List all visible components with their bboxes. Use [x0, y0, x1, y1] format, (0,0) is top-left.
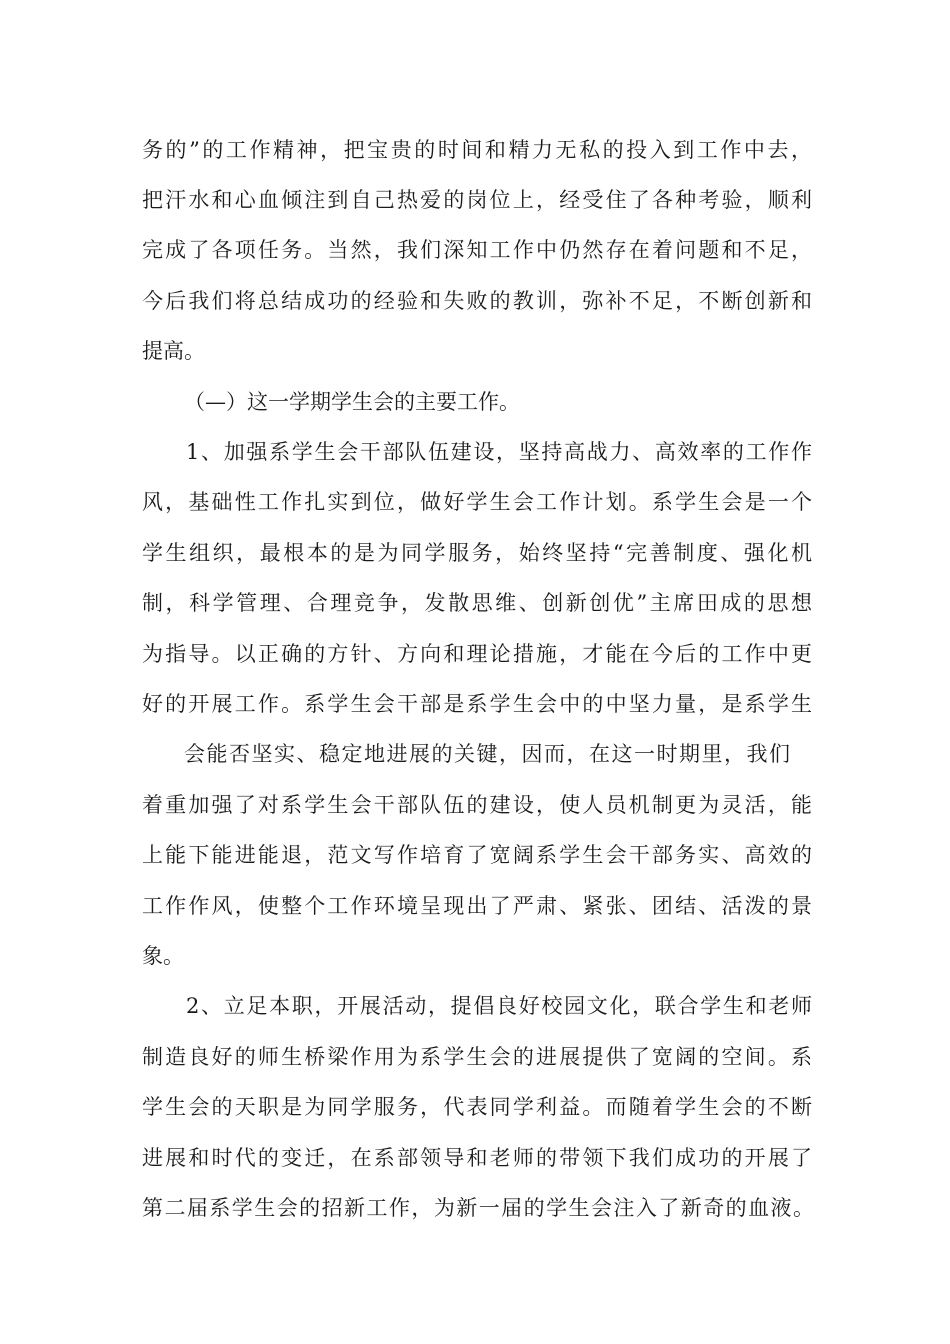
text-line: 把汗水和心血倾注到自己热爱的岗位上，经受住了各种考验，顺利: [142, 188, 812, 212]
text-line: 提高。: [142, 339, 205, 363]
text-line: 学生组织，最根本的是为同学服务，始终坚持“完善制度、强化机: [142, 541, 812, 565]
text-line: 第二届系学生会的招新工作，为新一届的学生会注入了新奇的血液。: [142, 1196, 814, 1220]
text-line: 学生会的天职是为同学服务，代表同学利益。而随着学生会的不断: [142, 1095, 812, 1119]
text-line: 务的”的工作精神，把宝贵的时间和精力无私的投入到工作中去，: [142, 138, 812, 162]
text-line: 今后我们将总结成功的经验和失败的教训，弥补不足，不断创新和: [142, 289, 812, 313]
text-line: 进展和时代的变迁，在系部领导和老师的带领下我们成功的开展了: [142, 1146, 812, 1170]
text-line: 风，基础性工作扎实到位，做好学生会工作计划。系学生会是一个: [142, 490, 812, 514]
text-line: 2、立足本职，开展活动，提倡良好校园文化，联合学生和老师: [186, 994, 812, 1018]
text-line: 好的开展工作。系学生会干部是系学生会中的中坚力量，是系学生: [142, 692, 812, 716]
section-heading: （—）这一学期学生会的主要工作。: [184, 390, 520, 414]
text-line: 会能否坚实、稳定地进展的关键，因而，在这一时期里，我们: [184, 742, 790, 766]
text-line: 完成了各项任务。当然，我们深知工作中仍然存在着问题和不足，: [142, 238, 812, 262]
text-line: 上能下能进能退，范文写作培育了宽阔系学生会干部务实、高效的: [142, 843, 812, 867]
text-line: 1、加强系学生会干部队伍建设，坚持高战力、高效率的工作作: [186, 440, 812, 464]
text-line: 为指导。以正确的方针、方向和理论措施，才能在今后的工作中更: [142, 642, 812, 666]
text-line: 制造良好的师生桥梁作用为系学生会的进展提供了宽阔的空间。系: [142, 1045, 812, 1069]
text-line: 象。: [142, 944, 184, 968]
text-line: 工作作风，使整个工作环境呈现出了严肃、紧张、团结、活泼的景: [142, 894, 812, 918]
text-line: 制，科学管理、合理竞争，发散思维、创新创优”主席田成的思想: [142, 591, 812, 615]
text-line: 着重加强了对系学生会干部队伍的建设，使人员机制更为灵活，能: [142, 793, 812, 817]
